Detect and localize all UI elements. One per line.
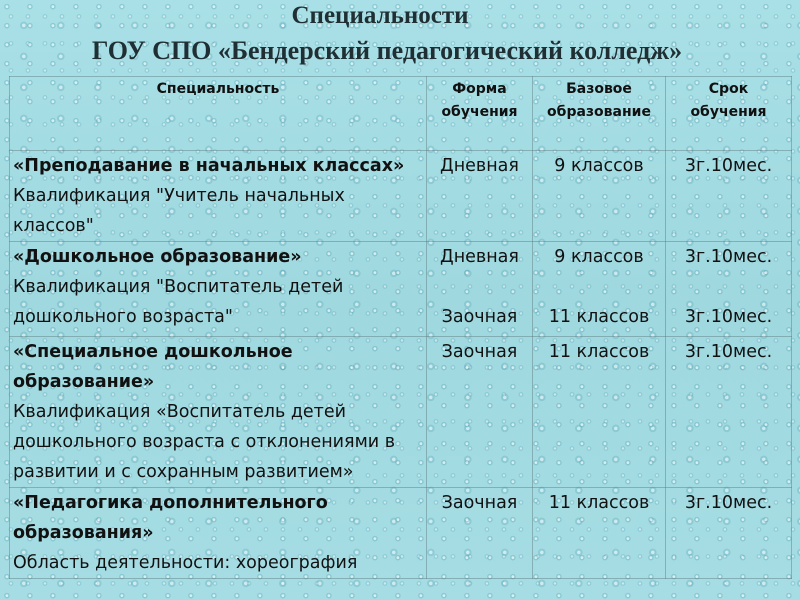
term-cell	[666, 151, 792, 242]
term-value: 3г.10мес.	[684, 156, 773, 176]
form-cell	[427, 242, 533, 337]
specialty-name: «Дошкольное образование»	[13, 247, 302, 267]
table-row	[10, 242, 792, 337]
page-subtitle: ГОУ СПО «Бендерский педагогический колледж»	[91, 36, 683, 65]
specialty-name: «Специальное дошкольное образование»	[13, 342, 293, 392]
term-cell	[666, 488, 792, 579]
table-header-row	[10, 77, 792, 151]
term-value: 3г.10мес.	[684, 247, 773, 267]
term-value: 3г.10мес.	[684, 342, 773, 362]
term-cell	[666, 337, 792, 488]
form-cell	[427, 488, 533, 579]
specialty-cell	[10, 242, 427, 337]
base-cell	[533, 242, 666, 337]
header-base: Базовое образование	[533, 77, 666, 151]
header-specialty: Специальность	[10, 77, 427, 151]
table-row	[10, 337, 792, 488]
term-value: 3г.10мес.	[684, 307, 773, 327]
specialty-name: «Педагогика дополнительного образования»	[13, 493, 328, 543]
base-cell	[533, 337, 666, 488]
form-value: Дневная	[440, 247, 519, 267]
specialty-qualification: Квалификация "Воспитатель детей дошкольного возраста"	[13, 277, 344, 327]
term-value: 3г.10мес.	[684, 493, 773, 513]
specialty-qualification: Область деятельности: хореография	[13, 553, 358, 573]
specialty-qualification: Квалификация "Учитель начальных классов"	[13, 186, 345, 236]
header-form: Форма обучения	[427, 77, 533, 151]
base-cell	[533, 488, 666, 579]
form-value: Заочная	[441, 493, 518, 513]
specialty-cell	[10, 151, 427, 242]
base-value: 11 классов	[548, 307, 650, 327]
table-row	[10, 488, 792, 579]
base-value: 9 классов	[554, 247, 644, 267]
term-cell	[666, 242, 792, 337]
form-value: Дневная	[440, 156, 519, 176]
table-row	[10, 151, 792, 242]
specialties-table	[9, 76, 792, 579]
form-value: Заочная	[441, 342, 518, 362]
specialty-cell	[10, 337, 427, 488]
base-value: 11 классов	[548, 342, 650, 362]
base-value: 9 классов	[554, 156, 644, 176]
base-value: 11 классов	[548, 493, 650, 513]
base-cell	[533, 151, 666, 242]
specialty-name: «Преподавание в начальных классах»	[13, 156, 405, 176]
page-title: Специальности	[291, 2, 469, 29]
header-term: Срок обучения	[666, 77, 792, 151]
specialty-cell	[10, 488, 427, 579]
form-cell	[427, 337, 533, 488]
form-cell	[427, 151, 533, 242]
form-value: Заочная	[441, 307, 518, 327]
specialty-qualification: Квалификация «Воспитатель детей дошкольного возраста с отклонениями в развитии и с сохранным развитием»	[13, 402, 396, 482]
